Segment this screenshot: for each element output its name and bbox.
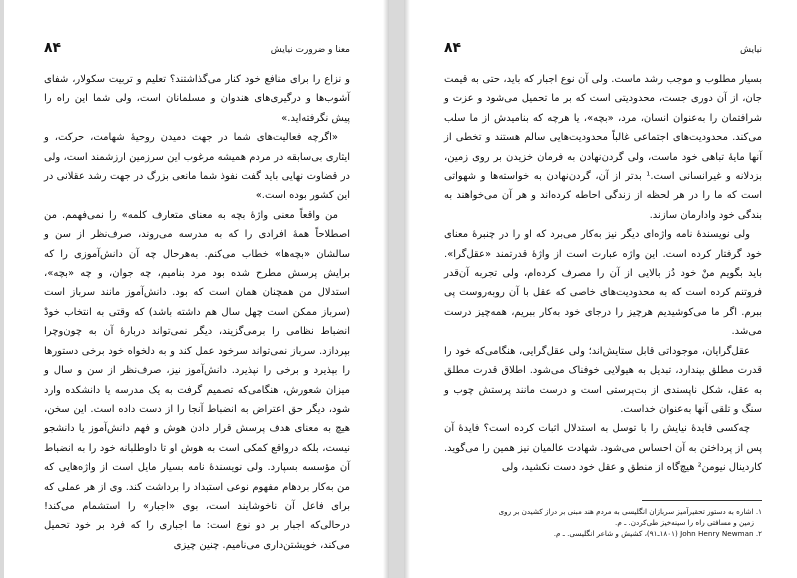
paragraph: «اگرچه فعالیت‌های شما در جهت دمیدن روحیهٔ شهامت، حرکت، و ایثاری بی‌سابقه در مردم همیشه مرغوب این سرزمین ارزشمند است، ولی در قضاوت نهایی باید گفت نفوذ شما مانعی بزرگ در جهت رشد عقلانی در این کشور بوده است.» xyxy=(44,132,350,202)
gutter-shadow xyxy=(404,0,410,578)
paragraph: بسیار مطلوب و موجب رشد ماست. ولی آن نوع اجبار که باید، حتی به قیمت جان، از آن دوری جست، محدودیتی است که بر ما تحمیل می‌شود و عزت و شرافتمان را به‌عنوان انسان، مرد، «بچه»، یا هرچه که بنامیدش از ما سلب می‌کند. محدودیت‌های اجتماعی غالباً محدودیت‌هایی سالم هستند و تخطی از آنها مایهٔ تباهی خود ماست، ولی گردن‌نهادن به فرمان خزیدن بر روی زمین، بزدلانه و غیرانسانی است.¹ بدتر از آن، گردن‌نهادن به خواسته‌ها و شهواتی است که ما را در هر لحظه از زندگی احاطه کرده‌اند و هر آن می‌خواهند به بندگی خود وادارمان سازند. xyxy=(444,74,762,221)
paragraph: عقل‌گرایان، موجوداتی قابل ستایش‌اند؛ ولی عقل‌گرایی، هنگامی‌که خود را قدرت مطلق بپندارد، تبدیل به هیولایی خوفناک می‌شود. اطلاق قدرت مطلق به عقل، شکل ناپسندی از بت‌پرستی است و درست مانند پرستش چوب و سنگ و تلقی آنها به‌عنوان خداست. xyxy=(444,345,762,415)
paragraph: من واقعاً معنی واژهٔ بچه به معنای متعارف کلمه» را نمی‌فهمم. من اصطلاحاً همهٔ افرادی را که به مدرسه می‌روند، صرف‌نظر از سن و سالشان «بچه‌ها» خطاب می‌کنم. به‌هرحال چه آن دانش‌آموزی را که برایش پرسش مطرح شده بود مرد بنامیم، چه جوان، و چه «بچه»، استدلال من همچنان همان است که بود. دانش‌آموز مانند سرباز است (سرباز ممکن است چهل سال هم داشته باشد) که وقتی به انتخاب خودْ انضباط نظامی را برمی‌گزیند، دیگر نمی‌تواند دربارهٔ آن به چون‌وچرا بپردازد. سرباز نمی‌تواند سرخود عمل کند و به دلخواه خود برخی دستورها را بپذیرد و برخی را نپذیرد. دانش‌آموز نیز، صرف‌نظر از سن و سال و میزان شعورش، هنگامی‌که تصمیم گرفت به یک مدرسه یا دانشکده وارد شود، دیگر حق اعتراض به انضباط آنجا را از دست داده است. این سخن، هیچ به معنای هدف پرسش قرار دادن هوش و فهم دانش‌آموز یا دانشجو نیست، بلکه درواقع کمکی است به هوش او تا داوطلبانه خود را به انضباط آن مؤسسه بسپارد. ولی نویسندهٔ نامه بسیار مایل است از واژه‌هایی که من به‌کار بردهام مفهوم نوعی استبداد را برداشت کند. وی از هر عملی که برای فاعل آن ناخوشایند است، بوی «اجبار» را استشمام می‌کند! درحالی‌که اجبار بر دو نوع است: ما اجباری را که فرد بر خود تحمیل می‌کند، خویشتن‌داری می‌نامیم. چنین چیزی xyxy=(44,209,350,551)
left-page xyxy=(4,0,389,578)
left-page-body xyxy=(44,70,350,555)
paragraph: چه‌کسی فایدهٔ نیایش را با توسل به استدلال اثبات کرده است؟ فایدهٔ آن پس از پرداختن به آن احساس می‌شود. شهادت عالمیان نیز همین را می‌گوید. کاردینال نیومن² هیچ‌گاه از منطق و عقل خود دست نکشید، ولی xyxy=(444,423,762,474)
page-number: ۸۴ xyxy=(44,40,62,56)
right-page-body xyxy=(444,70,762,478)
left-page-header xyxy=(44,40,350,56)
right-page xyxy=(404,0,797,578)
paragraph: ولی نویسندهٔ نامه واژه‌ای دیگر نیز به‌کار می‌برد که او را در چنبرهٔ معنای خود گرفتار کرده است. این واژه عبارت است از واژهٔ قدرتمند «عقل‌گرا». باید بگویم منْ خود دُز بالایی از آن را مصرف کرده‌ام، ولی تجربه آن‌قدر فروتنم کرده است که به محدودیت‌های خاصی که عقل با آن روبه‌روست پی ببرم. اگر ما می‌کوشیدیم هرچیز را درجای خود به‌کار ببریم، همه‌چیز درست می‌شد. xyxy=(444,229,762,338)
gutter-shadow xyxy=(383,0,389,578)
footnotes xyxy=(444,506,762,539)
right-page-header xyxy=(444,40,762,56)
paragraph: و نزاع را برای منافع خود کنار می‌گذاشتند؟ تعلیم و تربیت سکولار، شفای آشوب‌ها و درگیری‌های هندوان و مسلمانان است، ولی شما این راه را پیش نگرفته‌اید.» xyxy=(44,74,350,124)
running-head: معنا و ضرورت نیایش xyxy=(270,45,350,55)
footnote: ۱. اشاره به دستور تحقیرآمیز سربازان انگلیسی به مردم هند مبنی بر دراز کشیدن بر روی xyxy=(498,507,762,516)
page-number: ۸۴ xyxy=(444,40,462,56)
running-head: نیایش xyxy=(740,45,762,55)
footnote: زمین و مسافتی راه را سینه‌خیز طی‌کردن. ـ م. xyxy=(615,518,754,527)
footnote: ۲. John Henry Newman (۱۸۰۱ـ۹۱)، کشیش و شاعر انگلیسی. ـ م. xyxy=(553,529,762,538)
footnote-divider xyxy=(642,500,762,501)
